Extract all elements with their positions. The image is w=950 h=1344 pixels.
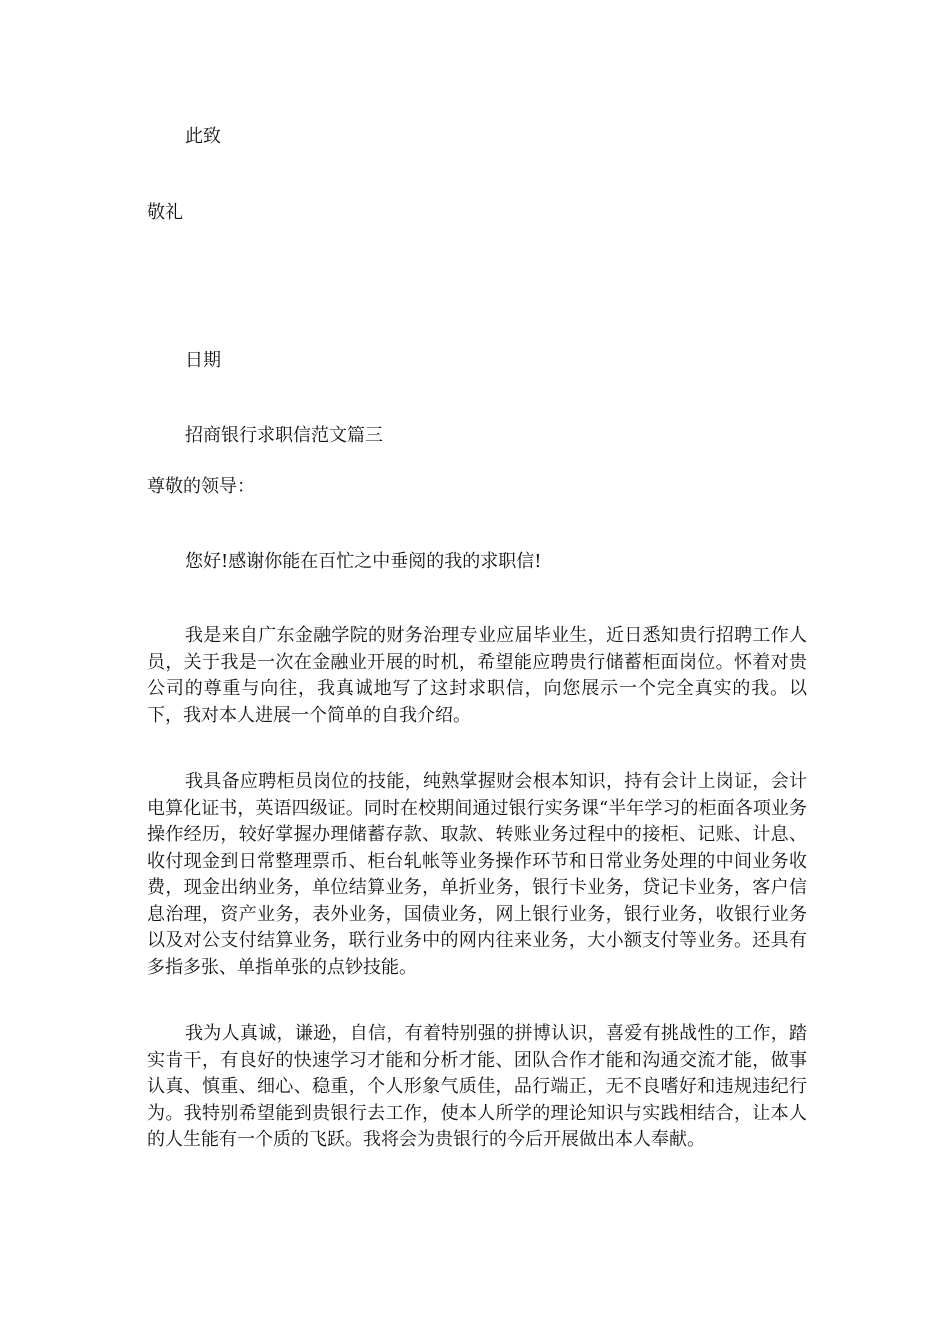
letter-paragraph-1: 您好!感谢你能在百忙之中垂阅的我的求职信! — [185, 551, 542, 572]
closing-salutation-jing-li: 敬礼 — [147, 202, 183, 223]
closing-date: 日期 — [185, 350, 221, 371]
letter-paragraph-2: 我是来自广东金融学院的财务治理专业应届毕业生，近日悉知贵行招聘工作人员，关于我是一次在金融业开展的时机，希望能应聘贵行储蓄柜面岗位。怀着对贵公司的尊重与向往，我真诚地写了这封求职信，向您展示一个完全真实的我。以下，我对本人进展一个简单的自我介绍。 — [147, 625, 807, 726]
closing-salutation-ci-zhi: 此致 — [185, 126, 221, 147]
letter-title: 招商银行求职信范文篇三 — [185, 425, 383, 446]
letter-paragraph-3: 我具备应聘柜员岗位的技能，纯熟掌握财会根本知识，持有会计上岗证，会计电算化证书，英语四级证。同时在校期间通过银行实务课“半年学习的柜面各项业务操作经历，较好掌握办理储蓄存款、取款、转账业务过程中的接柜、记账、计息、收付现金到日常整理票币、柜台轧帐等业务操作环节和日常业务处理的中间业务收费，现金出纳业务，单位结算业务，单折业务，银行卡业务，贷记卡业务，客户信息治理，资产业务，表外业务，国债业务，网上银行业务，银行业务，收银行业务以及对公支付结算业务，联行业务中的网内往来业务，大小额支付等业务。还具有多指多张、单指单张的点钞技能。 — [147, 771, 807, 978]
letter-paragraph-4: 我为人真诚，谦逊，自信，有着特别强的拼博认识，喜爱有挑战性的工作，踏实肯干，有良好的快速学习才能和分析才能、团队合作才能和沟通交流才能，做事认真、慎重、细心、稳重，个人形象气质佳，品行端正，无不良嗜好和违规违纪行为。我特别希望能到贵银行去工作，使本人所学的理论知识与实践相结合，让本人的人生能有一个质的飞跃。我将会为贵银行的今后开展做出本人奉献。 — [147, 1023, 807, 1150]
letter-greeting: 尊敬的领导： — [147, 476, 255, 497]
